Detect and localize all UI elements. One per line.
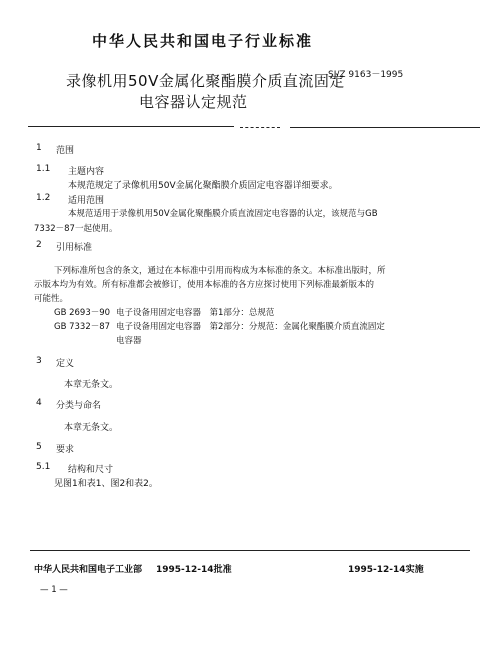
section-4-number: 4	[36, 398, 42, 408]
section-1-1-title: 主题内容	[68, 167, 105, 177]
footer-approval-date: 1995-12-14批准	[156, 565, 232, 575]
section-5-1-title: 结构和尺寸	[68, 465, 114, 475]
footer-issuer: 中华人民共和国电子工业部	[34, 565, 143, 575]
reference-title: 电子设备用固定电容器 第2部分：分规范：金属化聚酯膜介质直流固定	[116, 322, 385, 332]
reference-title: 电子设备用固定电容器 第1部分：总规范	[116, 308, 275, 318]
footer-rule	[30, 550, 470, 551]
section-1-number: 1	[36, 143, 42, 153]
section-2-text-line-1: 下列标准所包含的条文，通过在本标准中引用而构成为本标准的条文。本标准出版时，所	[54, 266, 386, 276]
footer-effective-date: 1995-12-14实施	[348, 565, 424, 575]
section-4-text: 本章无条文。	[64, 423, 119, 433]
issuing-organization: 中华人民共和国电子行业标准	[92, 32, 314, 50]
section-5-number: 5	[36, 442, 42, 452]
section-5-1-number: 5.1	[36, 462, 51, 472]
document-title-line-1: 录像机用50V金属化聚酯膜介质直流固定	[66, 72, 345, 90]
section-2-text-line-3: 可能性。	[34, 294, 69, 304]
page-number: — 1 —	[40, 585, 68, 595]
section-3-text: 本章无条文。	[64, 380, 119, 390]
top-rule	[28, 126, 234, 127]
section-3-title: 定义	[56, 359, 75, 369]
section-1-2-text-line-1: 本规范适用于录像机用50V金属化聚酯膜介质直流固定电容器的认定，该规范与GB	[68, 209, 378, 219]
section-5-title: 要求	[56, 445, 75, 455]
document-title-line-2: 电容器认定规范	[139, 93, 248, 111]
reference-title-continued: 电容器	[116, 336, 142, 346]
top-rule-right	[290, 127, 480, 128]
section-1-1-number: 1.1	[36, 164, 51, 174]
section-4-title: 分类与命名	[56, 401, 102, 411]
section-1-1-text: 本规范规定了录像机用50V金属化聚酯膜介质固定电容器详细要求。	[68, 181, 338, 191]
standard-code: SJ/Z 9163－1995	[328, 70, 404, 80]
section-5-1-text: 见图1和表1、图2和表2。	[54, 479, 158, 489]
section-1-2-text-line-2: 7332－87一起使用。	[34, 224, 118, 234]
section-2-title: 引用标准	[56, 243, 93, 253]
reference-code: GB 7332－87	[54, 322, 111, 332]
section-1-2-number: 1.2	[36, 193, 51, 203]
section-2-number: 2	[36, 240, 42, 250]
section-1-2-title: 适用范围	[68, 196, 105, 206]
section-1-title: 范围	[56, 146, 75, 156]
section-3-number: 3	[36, 356, 42, 366]
section-2-text-line-2: 示版本均为有效。所有标准都会被修订，使用本标准的各方应探讨使用下列标准最新版本的	[34, 280, 375, 290]
reference-code: GB 2693－90	[54, 308, 111, 318]
top-rule-dash	[240, 127, 280, 128]
